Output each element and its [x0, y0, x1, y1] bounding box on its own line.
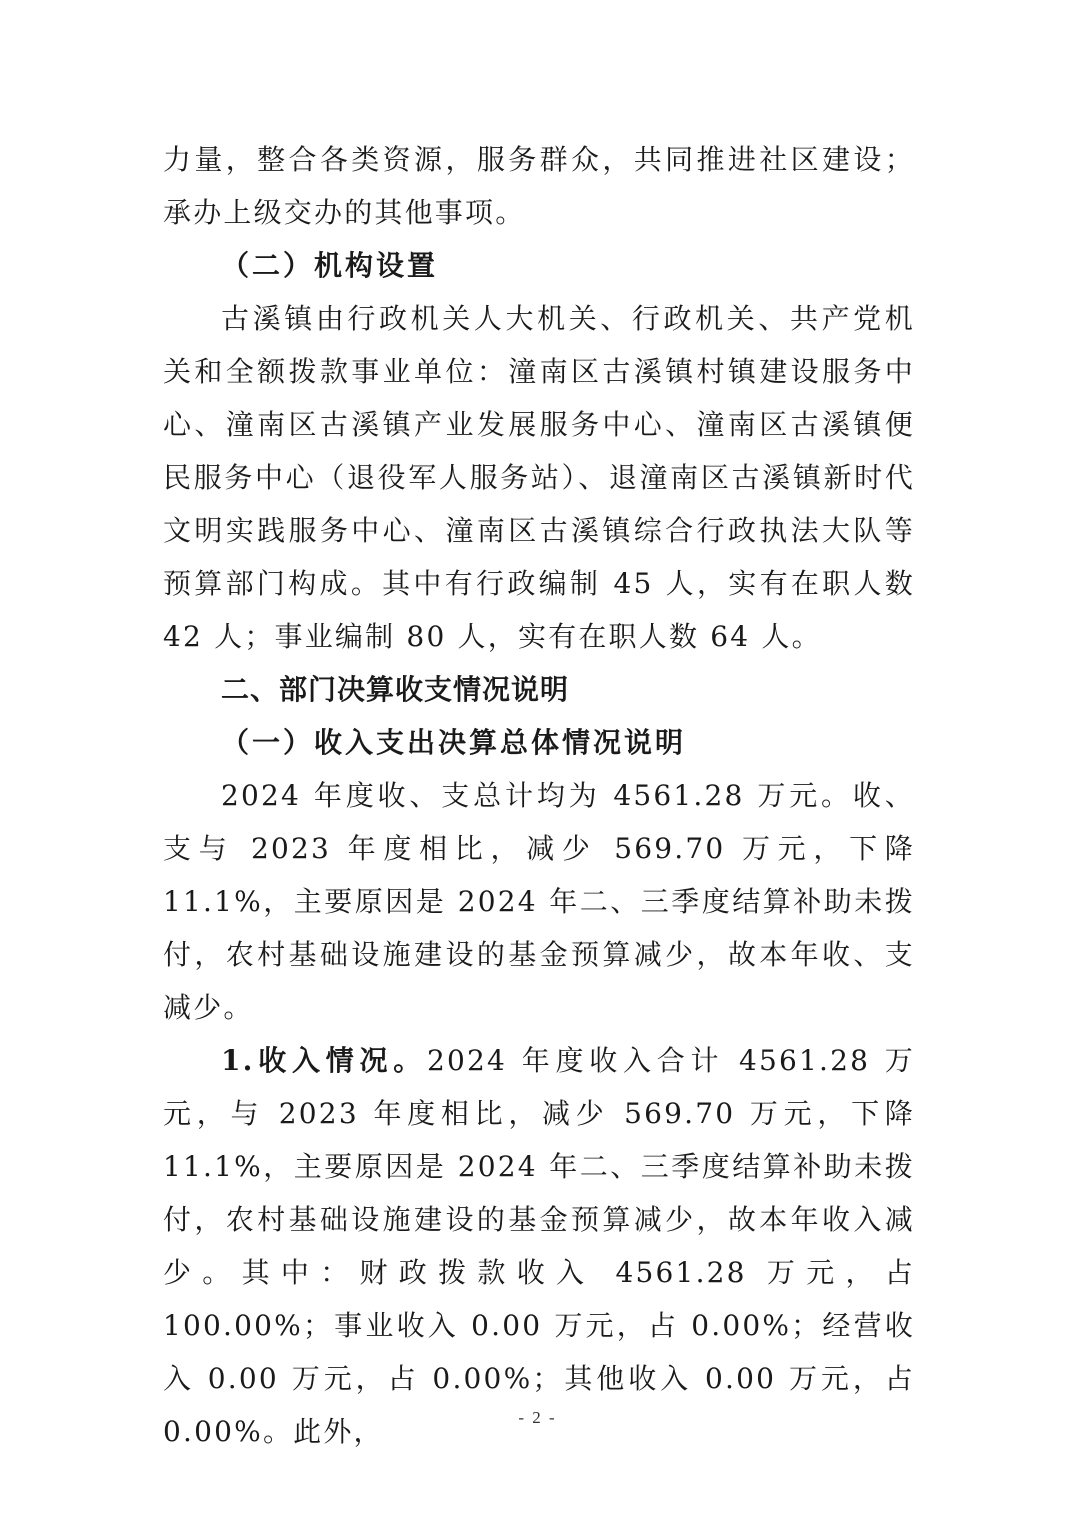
income-body: 2024 年度收入合计 4561.28 万元，与 2023 年度相比，减少 569.70 万元，下降 11.1%，主要原因是 2024 年二、三季度结算补助未拨付，农村基础设施建设的基金预算减少，故本年收入减少。其中：财政拨款收入 4561.28 万元，占 100.00%；事业收入 0.00 万元，占 0.00%；经营收入 0.00 万元，占 0.00%；其他收入 0.00 万元，占 0.00%。此外， [163, 1044, 915, 1448]
heading-overall-budget: （一）收入支出决算总体情况说明 [221, 726, 687, 759]
document-body [163, 133, 915, 1458]
heading-budget-section: 二、部门决算收支情况说明 [221, 673, 570, 706]
paragraph-duties-continued: 力量，整合各类资源，服务群众，共同推进社区建设；承办上级交办的其他事项。 [163, 143, 915, 229]
paragraph-organization: 古溪镇由行政机关人大机关、行政机关、共产党机关和全额拨款事业单位：潼南区古溪镇村镇建设服务中心、潼南区古溪镇产业发展服务中心、潼南区古溪镇便民服务中心（退役军人服务站）、退潼南区古溪镇新时代文明实践服务中心、潼南区古溪镇综合行政执法大队等预算部门构成。其中有行政编制 45 人，实有在职人数 42 人；事业编制 80 人，实有在职人数 64 人。 [163, 302, 915, 653]
heading-organization: （二）机构设置 [221, 249, 439, 282]
income-lead: 1.收入情况。 [221, 1044, 427, 1077]
paragraph-overall-budget: 2024 年度收、支总计均为 4561.28 万元。收、支与 2023 年度相比，减少 569.70 万元，下降 11.1%，主要原因是 2024 年二、三季度结算补助未拨付，农村基础设施建设的基金预算减少，故本年收、支减少。 [163, 779, 915, 1024]
paragraph-income [163, 1034, 915, 1458]
page-number: - 2 - [518, 1408, 557, 1427]
